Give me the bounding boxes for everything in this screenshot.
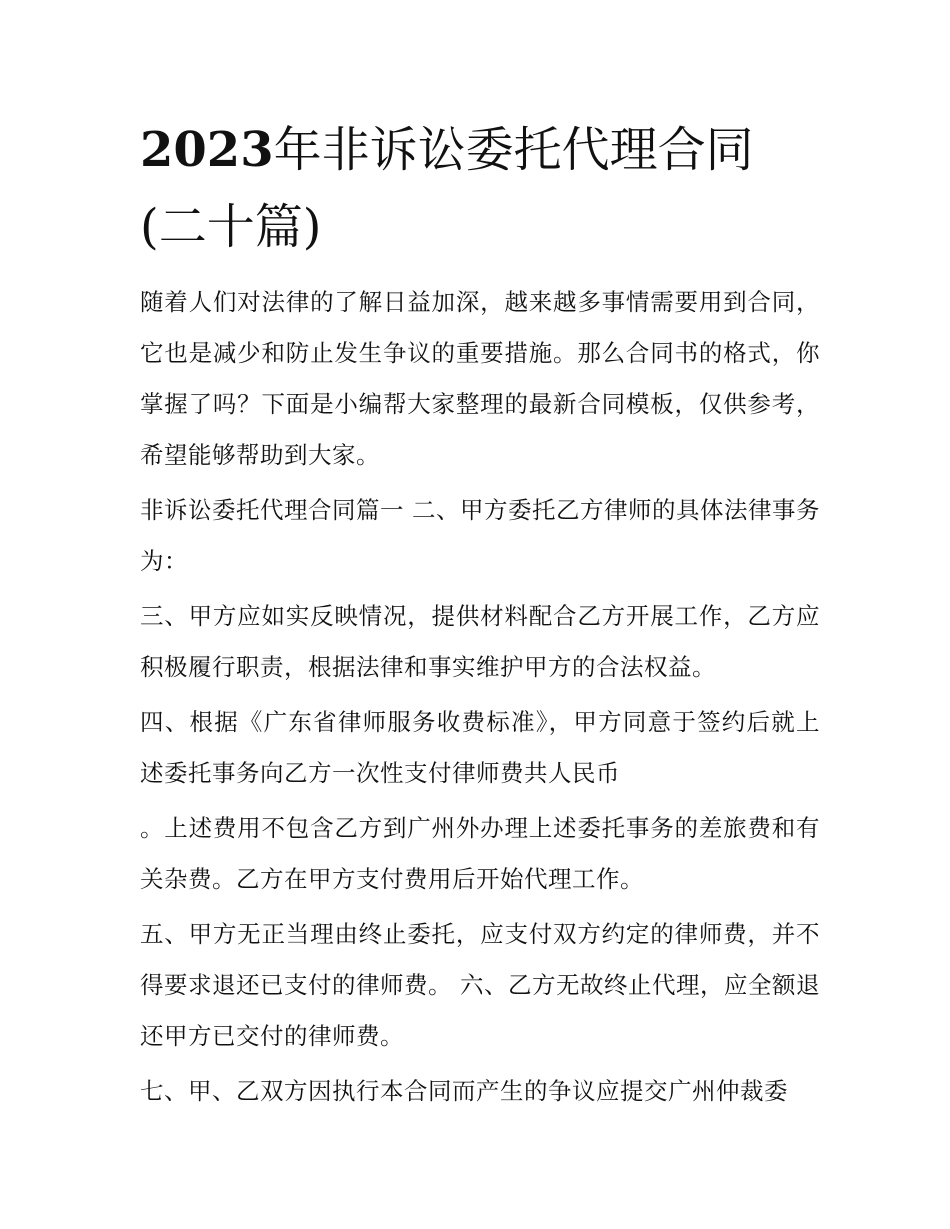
fee-note-paragraph: 。上述费用不包含乙方到广州外办理上述委托事务的差旅费和有关杂费。乙方在甲方支付费用后开始代理工作。: [140, 814, 820, 893]
document-body: [140, 277, 820, 1121]
clause-five-six-paragraph: 五、甲方无正当理由终止委托，应支付双方约定的律师费，并不得要求退还已支付的律师费。 六、乙方无故终止代理，应全额退还甲方已交付的律师费。: [140, 920, 820, 1050]
clause-two-paragraph: 非诉讼委托代理合同篇一 二、甲方委托乙方律师的具体法律事务为：: [140, 496, 820, 575]
title-year: 2023: [140, 122, 274, 178]
document-title: [140, 112, 820, 266]
clause-seven-paragraph: 七、甲、乙双方因执行本合同而产生的争议应提交广州仲裁委: [140, 1077, 788, 1105]
title-text: 年非诉讼委托代理合同(二十篇): [140, 122, 754, 255]
clause-four-paragraph: 四、根据《广东省律师服务收费标准》，甲方同意于签约后就上述委托事务向乙方一次性支付律师费共人民币: [140, 708, 820, 787]
intro-paragraph: 随着人们对法律的了解日益加深，越来越多事情需要用到合同，它也是减少和防止发生争议的重要措施。那么合同书的格式，你掌握了吗？下面是小编帮大家整理的最新合同模板，仅供参考，希望能够帮助到大家。: [140, 288, 820, 469]
clause-three-paragraph: 三、甲方应如实反映情况，提供材料配合乙方开展工作，乙方应积极履行职责，根据法律和事实维护甲方的合法权益。: [140, 602, 820, 681]
